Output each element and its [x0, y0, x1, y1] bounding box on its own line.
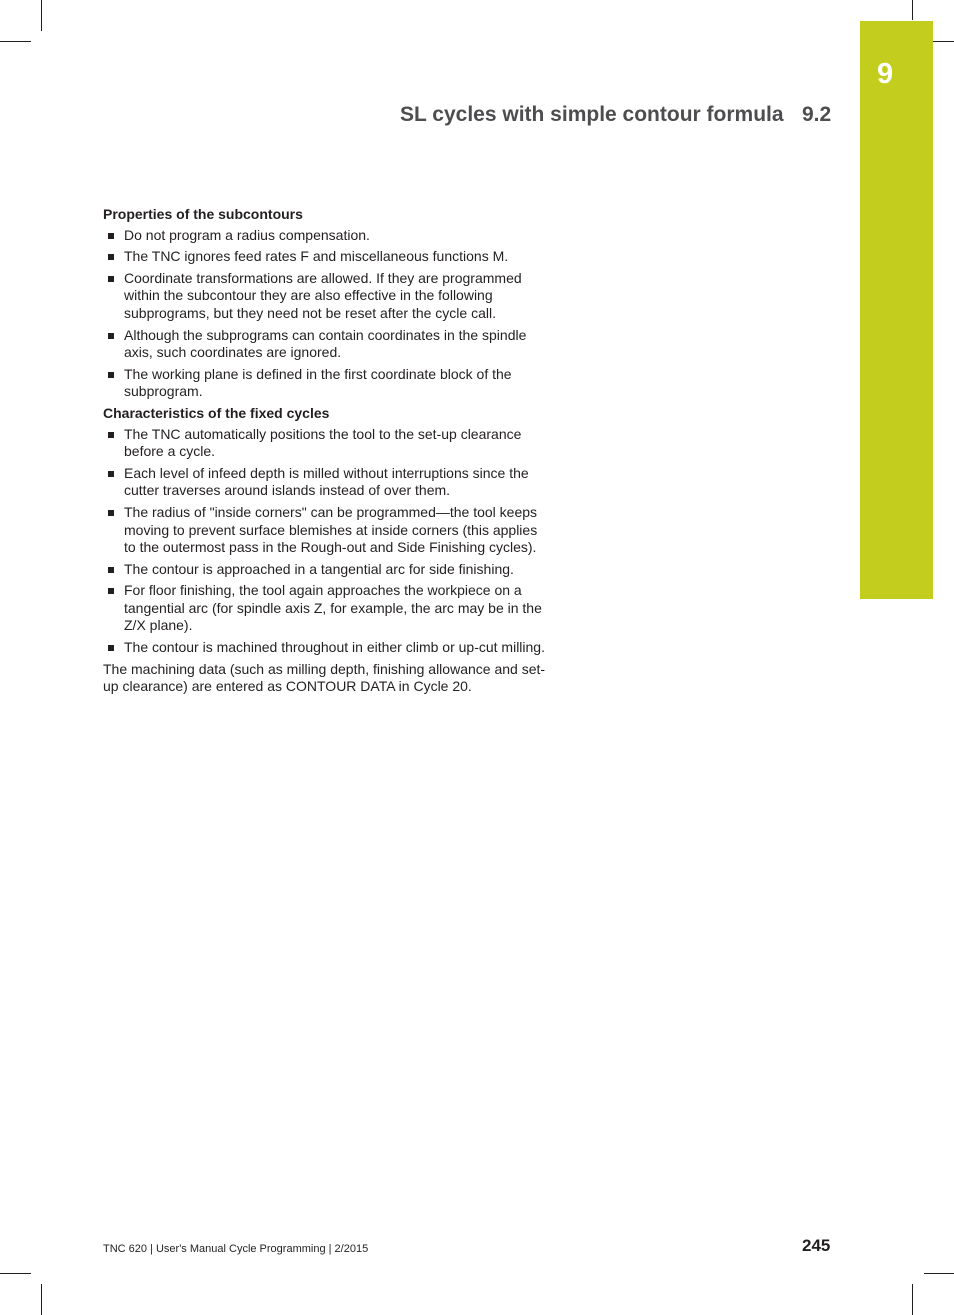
- list-item-text: Do not program a radius compensation.: [124, 226, 370, 243]
- list-item-text: The contour is approached in a tangential arc for side finishing.: [124, 560, 514, 577]
- square-bullet-icon: [108, 372, 114, 378]
- list-item-text: Each level of infeed depth is milled without interruptions since the cutter traverses around islands instead of over them.: [124, 464, 529, 499]
- list-item: [103, 561, 548, 579]
- square-bullet-icon: [108, 276, 114, 282]
- square-bullet-icon: [108, 333, 114, 339]
- crop-mark: [0, 1273, 31, 1274]
- chapter-tab: [860, 21, 933, 599]
- list-item: [103, 582, 548, 635]
- subheading-properties: Properties of the subcontours: [103, 206, 303, 222]
- list-item-text: For floor finishing, the tool again approaches the workpiece on a tangential arc (for spindle axis Z, for example, the arc may be in the Z/X plane).: [124, 582, 542, 634]
- main-content: [103, 206, 548, 696]
- running-header-section-number: 9.2: [802, 103, 832, 126]
- crop-mark: [912, 1284, 913, 1315]
- list-item: [103, 504, 548, 557]
- running-header-title: SL cycles with simple contour formula: [400, 103, 784, 126]
- list-item: [103, 366, 548, 401]
- list-item: [103, 426, 548, 461]
- list-item: [103, 248, 548, 266]
- bullet-list-properties: [103, 227, 548, 401]
- square-bullet-icon: [108, 645, 114, 651]
- list-item-text: Coordinate transformations are allowed. If they are programmed within the subcontour they are also effective in the following subprograms, but they need not be reset after the cycle call.: [124, 269, 522, 321]
- list-item-text: The TNC ignores feed rates F and miscellaneous functions M.: [124, 248, 509, 265]
- list-item: [103, 270, 548, 323]
- footer-text: TNC 620 | User's Manual Cycle Programming | 2/2015: [103, 1243, 369, 1255]
- chapter-number: 9: [877, 58, 894, 90]
- crop-mark: [924, 1273, 954, 1274]
- square-bullet-icon: [108, 254, 114, 260]
- crop-mark: [912, 0, 913, 20]
- list-item-text: Although the subprograms can contain coordinates in the spindle axis, such coordinates are ignored.: [124, 326, 527, 361]
- list-item: [103, 227, 548, 245]
- square-bullet-icon: [108, 588, 114, 594]
- square-bullet-icon: [108, 567, 114, 573]
- bullet-list-characteristics: [103, 426, 548, 657]
- square-bullet-icon: [108, 510, 114, 516]
- list-item-text: The radius of "inside corners" can be programmed—the tool keeps moving to prevent surface blemishes at inside corners (this applies to the outermost pass in the Rough-out and Side Finishing cycles).: [124, 503, 538, 556]
- list-item-text: The contour is machined throughout in either climb or up-cut milling.: [124, 639, 545, 656]
- list-item-text: The TNC automatically positions the tool to the set-up clearance before a cycle.: [124, 425, 522, 460]
- list-item: [103, 639, 548, 657]
- square-bullet-icon: [108, 233, 114, 239]
- crop-mark: [41, 0, 42, 31]
- square-bullet-icon: [108, 432, 114, 438]
- crop-mark: [0, 41, 31, 42]
- crop-mark: [41, 1284, 42, 1315]
- square-bullet-icon: [108, 471, 114, 477]
- list-item-text: The working plane is defined in the first coordinate block of the subprogram.: [124, 365, 512, 400]
- subheading-characteristics: Characteristics of the fixed cycles: [103, 404, 330, 421]
- list-item: [103, 465, 548, 500]
- closing-paragraph: The machining data (such as milling depth, finishing allowance and set-up clearance) are entered as CONTOUR DATA in Cycle 20.: [103, 660, 546, 695]
- list-item: [103, 327, 548, 362]
- page-number: 245: [802, 1236, 831, 1255]
